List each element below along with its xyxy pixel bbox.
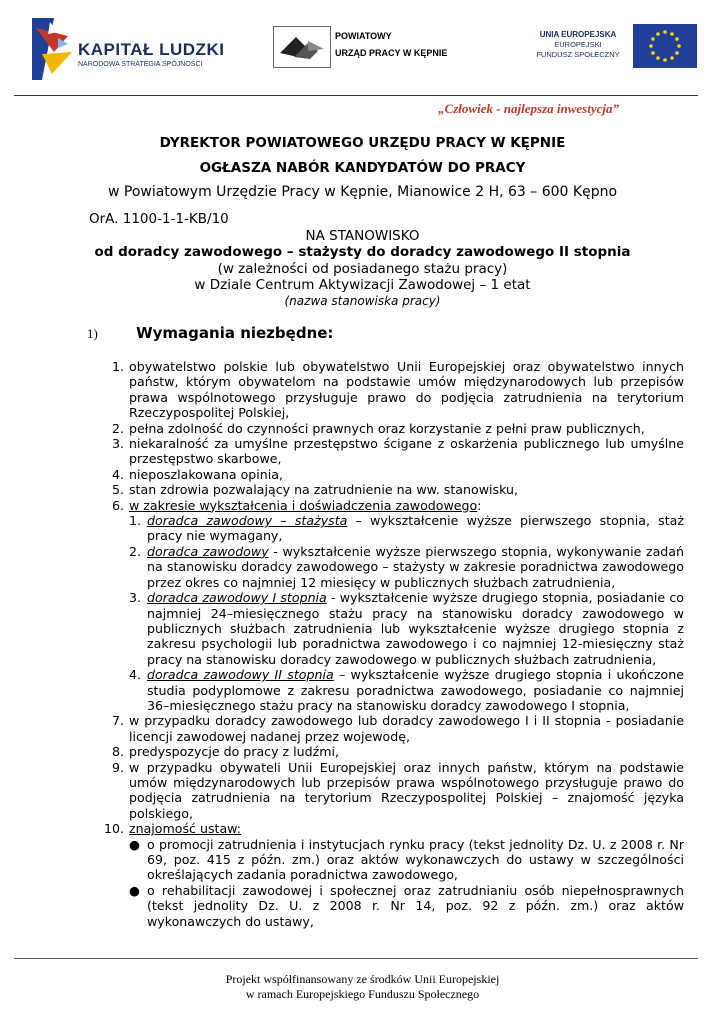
eu-fund-label — [528, 30, 628, 60]
list-item: 9. w przypadku obywateli Unii Europejskiej oraz innych państw, którym na podstawie umów międzynarodowych lub przepisów prawa wspólnotowego przysługuje prawo do podjęcia zatrudnienia na terytorium Rzeczypospolitej Polskiej – znajomość języka polskiego, — [111, 759, 684, 821]
bullet-text: o rehabilitacji zawodowej i społecznej oraz zatrudnianiu osób niepełnosprawnych (tekst jednolity Dz. U. z 2008 r. Nr 14, poz. 92 z późn. zm.) oraz aktów wykonawczych do ustawy, — [147, 882, 684, 929]
role-name: doradca zawodowy — [147, 543, 269, 559]
requirement-text: w przypadku obywateli Unii Europejskiej oraz innych państw, którym na podstawie umów międzynarodowych lub przepisów prawa wspólnotowego przysługuje prawo do podjęcia zatrudnienia na terytorium Rzeczypospolitej Polskiej – znajomość języka polskiego, — [129, 759, 684, 821]
requirement-text: predyspozycje do pracy z ludźmi, — [129, 744, 340, 760]
footer — [0, 972, 725, 1002]
pup-name — [335, 28, 447, 62]
role-name: doradca zawodowy II stopnia — [147, 667, 334, 683]
pup-line2: URZĄD PRACY W KĘPNIE — [335, 48, 448, 58]
requirement-lead: w zakresie wykształcenia i doświadczenia zawodowego — [129, 497, 478, 513]
eu-flag-icon — [633, 24, 697, 68]
list-item: 6. w zakresie wykształcenia i doświadczenia zawodowego: 1. doradca zawodowy – stażysta – wykształcenie wyższe pierwszego stopnia, staż pracy nie wymagany, 2. doradca zawodowy - wykształcenie wyższe pierwszego stopnia, wykonywanie zadań na stanowisku doradcy zawodowego – stażysty w zakresie poradnictwa zawodowego przez okres co najmniej 12 miesięcy w publicznych służbach zatrudnienia, 3. doradca zawodowy I stopnia - wykształcenie wyższe drugiego stopnia, posiadanie co najmniej 24–miesięcznego stażu pracy na stanowisku doradcy zawodowego w publicznych służbach zatrudnienia lub wykształcenie wyższe drugiego stopnia z zakresu psychologii lub poradnictwa zawodowego i co najmniej 12-miesięczny staż pracy na stanowisku doradcy zawodowego w publicznych służbach zatrudnienia, 4. doradca zawodowy II stopnia – wykształcenie wyższe drugiego stopnia i ukończone studia podyplomowe z zakresu poradnictwa zawodowego, posiadanie co najmniej 36–miesięcznego stażu pracy na stanowisku doradcy zawodowego I stopnia, — [111, 497, 685, 713]
role-text: - wykształcenie wyższe drugiego stopnia, posiadanie co najmniej 24–miesięcznego stażu pracy na stanowisku doradcy zawodowego w publicznych służbach zatrudnienia lub wykształcenie wyższe drugiego stopnia z zakresu psychologii lub poradnictwa zawodowego i co najmniej 12-miesięczny staż pracy na stanowisku doradcy zawodowego w publicznych służbach zatrudnienia, — [147, 590, 685, 667]
role-text: - wykształcenie wyższe pierwszego stopnia, wykonywanie zadań na stanowisku doradcy zawodowego – stażysty w zakresie poradnictwa zawodowego przez okres co najmniej 12 miesięcy w publicznych służbach zatrudnienia, — [147, 543, 684, 590]
list-item: 10. znajomość ustaw: ● o promocji zatrudnienia i instytucjach rynku pracy (tekst jednolity Dz. U. z 2008 r. Nr 69, poz. 415 z późn. zm.) oraz aktów wykonawczych do ustawy w szczególności określających zadania poradnictwa zawodowego, ● o rehabilitacji zawodowej i społecznej oraz zatrudnianiu osób niepełnosprawnych (tekst jednolity Dz. U. z 2008 r. Nr 14, poz. 92 z późn. zm.) oraz aktów wykonawczych do ustawy, — [103, 821, 684, 929]
requirement-text: stan zdrowia pozwalający na zatrudnienie na ww. stanowisku, — [129, 482, 518, 498]
sublist-item: 3. doradca zawodowy I stopnia - wykształcenie wyższe drugiego stopnia, posiadanie co najmniej 24–miesięcznego stażu pracy na stanowisku doradcy zawodowego w publicznych służbach zatrudnienia lub wykształcenie wyższe drugiego stopnia z zakresu psychologii lub poradnictwa zawodowego i co najmniej 12-miesięczny staż pracy na stanowisku doradcy zawodowego w publicznych służbach zatrudnienia, — [129, 590, 685, 667]
eu-line2: EUROPEJSKI — [554, 40, 602, 49]
bullet-item — [129, 883, 684, 929]
list-item: 4. nieposzlakowana opinia, — [111, 466, 283, 482]
kl-subtitle: NARODOWA STRATEGIA SPÓJNOŚCI — [78, 61, 203, 68]
bullet-icon: ● — [129, 882, 140, 898]
heading-line2: OGŁASZA NABÓR KANDYDATÓW DO PRACY — [199, 160, 526, 176]
list-item: 7. w przypadku doradcy zawodowego lub doradcy zawodowego I i II stopnia - posiadanie licencji zawodowej nadanej przez wojewodę, — [111, 713, 684, 744]
eu-line1: UNIA EUROPEJSKA — [539, 30, 617, 39]
requirement-text: w przypadku doradcy zawodowego lub doradcy zawodowego I i II stopnia - posiadanie licencji zawodowej nadanej przez wojewodę, — [129, 713, 684, 744]
requirement-text: pełna zdolność do czynności prawnych oraz korzystanie z pełni praw publicznych, — [129, 420, 645, 436]
bullet-text: o promocji zatrudnienia i instytucjach rynku pracy (tekst jednolity Dz. U. z 2008 r. Nr 69, poz. 415 z późn. zm.) oraz aktów wykonawczych do ustawy w szczególności określających zadania poradnictwa zawodowego, — [147, 836, 684, 883]
position-department: w Dziale Centrum Aktywizacji Zawodowej – 1 etat — [194, 277, 531, 293]
pup-logo — [273, 26, 331, 68]
bullet-icon: ● — [129, 836, 140, 852]
requirement-lead: znajomość ustaw: — [129, 821, 242, 837]
list-item: 8. predyspozycje do pracy z ludźmi, — [111, 744, 340, 760]
requirements-list — [100, 359, 684, 929]
footer-line1: Projekt współfinansowany ze środków Unii Europejskiej — [225, 972, 500, 986]
section-number: 1) — [87, 326, 98, 341]
heading-line1: DYREKTOR POWIATOWEGO URZĘDU PRACY W KĘPNIE — [159, 135, 566, 151]
list-item: 1. obywatelstwo polskie lub obywatelstwo Unii Europejskiej oraz obywatelstwo innych państw, którym obywatelom na podstawie umów międzynarodowych lub przepisów prawa wspólnotowego przysługuje prawo do podjęcia zatrudnienia na terytorium Rzeczypospolitej Polskiej, — [111, 359, 684, 421]
position-title: od doradcy zawodowego – stażysty do doradcy zawodowego II stopnia — [94, 244, 631, 260]
footer-divider — [14, 958, 698, 959]
pup-emblem-icon — [274, 27, 330, 67]
sublist-item: 4. doradca zawodowy II stopnia – wykształcenie wyższe drugiego stopnia i ukończone studia podyplomowe z zakresu poradnictwa zawodowego, posiadanie co najmniej 36–miesięcznego stażu pracy na stanowisku doradcy zawodowego I stopnia, — [129, 667, 684, 713]
kapital-ludzki-emblem-icon — [28, 18, 76, 80]
role-name: doradca zawodowy – stażysta — [147, 513, 348, 529]
position-caption: (nazwa stanowiska pracy) — [284, 294, 441, 308]
pup-line1: POWIATOWY — [335, 31, 392, 41]
requirement-text: niekaralność za umyślne przestępstwo ścigane z oskarżenia publicznego lub umyślne przestępstwo skarbowe, — [129, 436, 684, 467]
section-title: Wymagania niezbędne: — [136, 324, 334, 342]
kl-title: KAPITAŁ LUDZKI — [78, 40, 225, 59]
section-heading — [87, 323, 333, 342]
kapital-ludzki-logo — [28, 18, 228, 80]
sublist-item: 1. doradca zawodowy – stażysta – wykształcenie wyższe pierwszego stopnia, staż pracy nie wymagany, — [129, 513, 684, 544]
bullet-item — [129, 837, 684, 883]
role-text: – wykształcenie wyższe pierwszego stopnia, staż pracy nie wymagany, — [147, 513, 684, 544]
position-note: (w zależności od posiadanego stażu pracy) — [217, 261, 508, 277]
list-item: 3. niekaralność za umyślne przestępstwo ścigane z oskarżenia publicznego lub umyślne przestępstwo skarbowe, — [111, 436, 684, 467]
role-name: doradca zawodowy I stopnia — [147, 590, 327, 606]
list-item: 2. pełna zdolność do czynności prawnych oraz korzystanie z pełni praw publicznych, — [111, 420, 645, 436]
reference-number: OrA. 1100-1-1-KB/10 — [89, 211, 229, 227]
footer-line2: w ramach Europejskiego Funduszu Społecznego — [245, 987, 480, 1001]
role-text: – wykształcenie wyższe drugiego stopnia i ukończone studia podyplomowe z zakresu poradnictwa zawodowego, posiadanie co najmniej 36–miesięcznego stażu pracy na stanowisku doradcy zawodowego I stopnia, — [147, 667, 684, 713]
eu-line3: FUNDUSZ SPOŁECZNY — [536, 50, 620, 59]
requirement-text: nieposzlakowana opinia, — [129, 466, 283, 482]
education-sublist — [129, 513, 684, 713]
requirement-colon: : — [477, 497, 482, 513]
sublist-item: 2. doradca zawodowy - wykształcenie wyższe pierwszego stopnia, wykonywanie zadań na stanowisku doradcy zawodowego – stażysty w zakresie poradnictwa zawodowego przez okres co najmniej 12 miesięcy w publicznych służbach zatrudnienia, — [129, 543, 684, 590]
laws-bullet-list — [129, 837, 684, 929]
motto: „Człowiek - najlepsza inwestycja” — [438, 101, 619, 116]
position-label: NA STANOWISKO — [305, 228, 420, 244]
list-item: 5. stan zdrowia pozwalający na zatrudnienie na ww. stanowisku, — [111, 482, 518, 498]
header-divider — [14, 95, 698, 96]
office-address: w Powiatowym Urzędzie Pracy w Kępnie, Mianowice 2 H, 63 – 600 Kępno — [107, 184, 618, 200]
requirement-text: obywatelstwo polskie lub obywatelstwo Unii Europejskiej oraz obywatelstwo innych państw, którym obywatelom na podstawie umów międzynarodowych lub przepisów prawa wspólnotowego przysługuje prawo do podjęcia zatrudnienia na terytorium Rzeczypospolitej Polskiej, — [129, 359, 684, 421]
